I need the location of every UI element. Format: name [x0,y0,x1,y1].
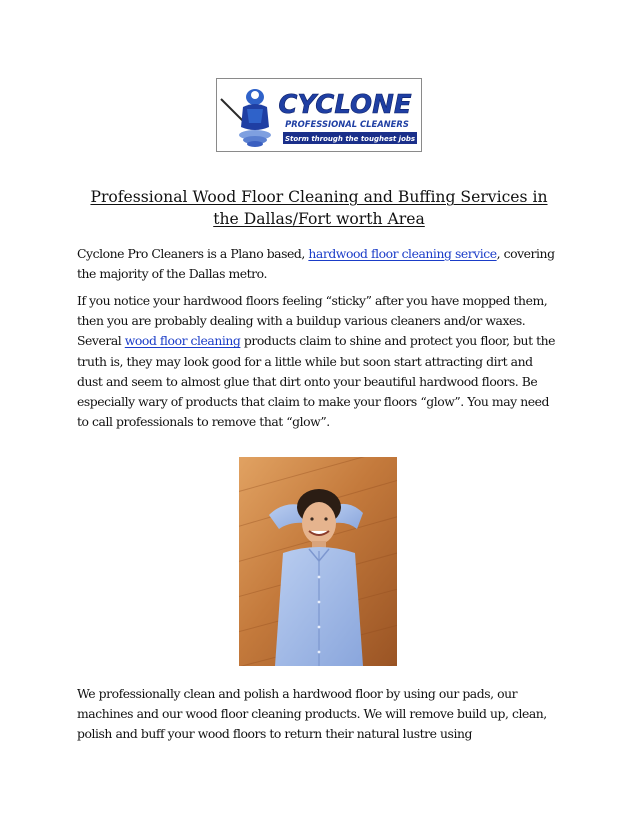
cyclone-logo [216,78,422,152]
hardwood-floor-cleaning-service-link[interactable]: hardwood floor cleaning service [308,246,497,261]
page-title [70,186,568,230]
logo-tagline: PROFESSIONAL CLEANERS [285,119,409,129]
logo-brand-name: CYCLONE [278,90,412,120]
intro-text-start: Cyclone Pro Cleaners is a Plano based, [77,246,309,261]
intro-text-end: , covering the majority of the Dallas metro. [77,246,555,282]
logo-slogan: Storm through the toughest jobs [284,135,416,143]
cleaner-mascot-icon [221,89,271,147]
wood-floor-cleaning-link[interactable]: wood floor cleaning [124,333,241,349]
title-line-1: Professional Wood Floor Cleaning and Buffing Services in [90,188,548,206]
intro-paragraph [77,244,561,284]
services-paragraph: We professionally clean and polish a hardwood floor by using our pads, our machines and our wood floor cleaning products. We will remove build up, clean, polish and buff your wood floors to return their natural lustre using [77,686,547,742]
title-line-2: the Dallas/Fort worth Area [213,210,425,228]
sticky-text-end: products claim to shine and protect you floor, but the truth is, they may look good for a little while but soon start attracting dirt and dust and seem to almost glue that dirt onto your beautiful hardwood floors. Be especially wary of products that claim to make your floors “glow”. You may need to call professionals to remove that “glow”. [77,333,556,430]
sticky-text-start: If you notice your hardwood floors feeling “sticky” after you have mopped them, then you are probably dealing with a buildup various cleaners and/or waxes. Several [77,293,548,349]
man-on-wood-floor-photo [239,457,397,666]
sticky-floors-paragraph [77,291,561,432]
